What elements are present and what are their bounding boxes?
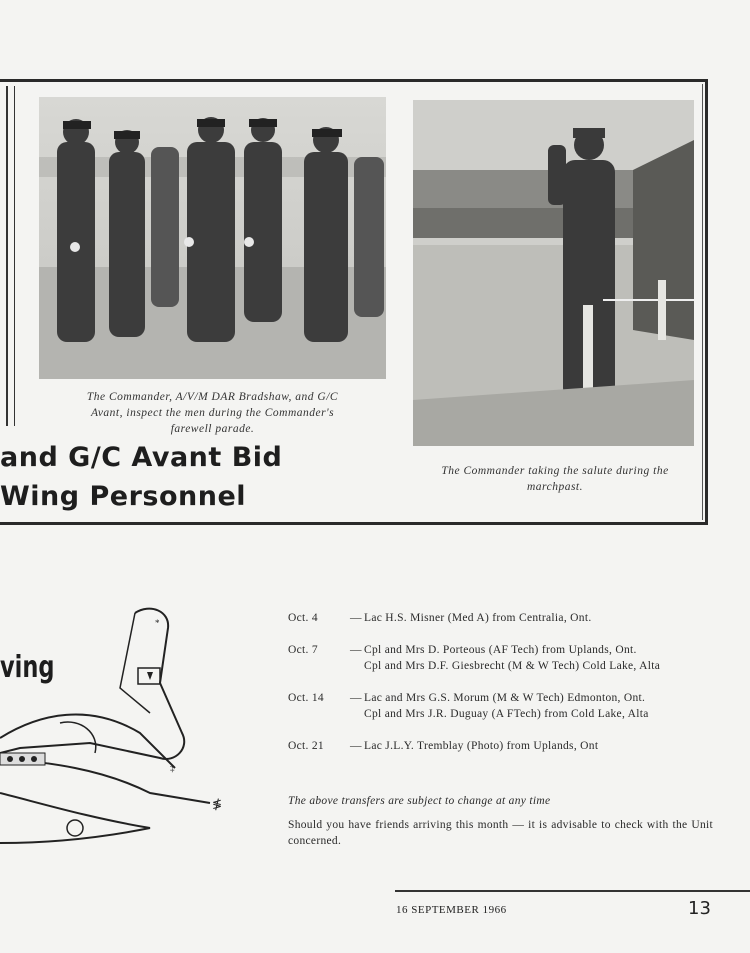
arrival-date: Oct. 14 (288, 692, 324, 704)
transfer-advice: Should you have friends arriving this month — it is advisable to check with the Unit concerned. (288, 819, 713, 847)
svg-text:*: * (155, 618, 160, 628)
arrivals-list (288, 610, 713, 770)
inspection-caption: The Commander, A/V/M DAR Bradshaw, and G/C Avant, inspect the men during the Commander's farewell parade. (86, 391, 339, 435)
transfer-notice (288, 795, 713, 849)
headline-line-2: Wing Personnel (0, 481, 247, 512)
page-number: 13 (688, 898, 711, 919)
arrival-text: Lac and Mrs G.S. Morum (M & W Tech) Edmonton, Ont. (364, 692, 646, 704)
footer-rule (395, 890, 750, 892)
inspection-photo (39, 97, 386, 379)
footer-date: 16 SEPTEMBER 1966 (396, 904, 507, 916)
transfer-disclaimer: The above transfers are subject to change at any time (288, 795, 551, 807)
frame-left-rule (6, 86, 15, 426)
svg-text:≸: ≸ (212, 797, 223, 811)
arrival-entry: Oct. 7 — Cpl and Mrs D. Porteous (AF Tech) from Uplands, Ont. Cpl and Mrs D.F. Giesbrecht (M & W Tech) Cold Lake, Alta (288, 642, 713, 674)
arrival-text: Lac H.S. Misner (Med A) from Centralia, Ont. (364, 612, 592, 624)
arrival-text: Lac J.L.Y. Tremblay (Photo) from Uplands, Ont (364, 740, 599, 752)
arrival-text: Cpl and Mrs J.R. Duguay (A FTech) from Cold Lake, Alta (364, 708, 649, 720)
headline-line-1: and G/C Avant Bid (0, 442, 283, 473)
arrival-date: Oct. 21 (288, 740, 324, 752)
arrival-text: Cpl and Mrs D. Porteous (AF Tech) from Uplands, Ont. (364, 644, 637, 656)
cartoon-partial-word: ving (0, 649, 55, 685)
salute-photo (413, 100, 694, 446)
arrival-entry: Oct. 4 — Lac H.S. Misner (Med A) from Centralia, Ont. (288, 610, 713, 626)
arrival-entry: Oct. 21 — Lac J.L.Y. Tremblay (Photo) from Uplands, Ont (288, 738, 713, 754)
aircraft-cartoon (0, 593, 225, 858)
arrival-text: Cpl and Mrs D.F. Giesbrecht (M & W Tech) Cold Lake, Alta (364, 660, 661, 672)
svg-text:‡: ‡ (170, 763, 175, 773)
arrival-date: Oct. 7 (288, 644, 318, 656)
arrival-date: Oct. 4 (288, 612, 318, 624)
salute-caption: The Commander taking the salute during the marchpast. (441, 465, 669, 493)
arrival-entry: Oct. 14 — Lac and Mrs G.S. Morum (M & W Tech) Edmonton, Ont. Cpl and Mrs J.R. Duguay (A FTech) from Cold Lake, Alta (288, 690, 713, 722)
